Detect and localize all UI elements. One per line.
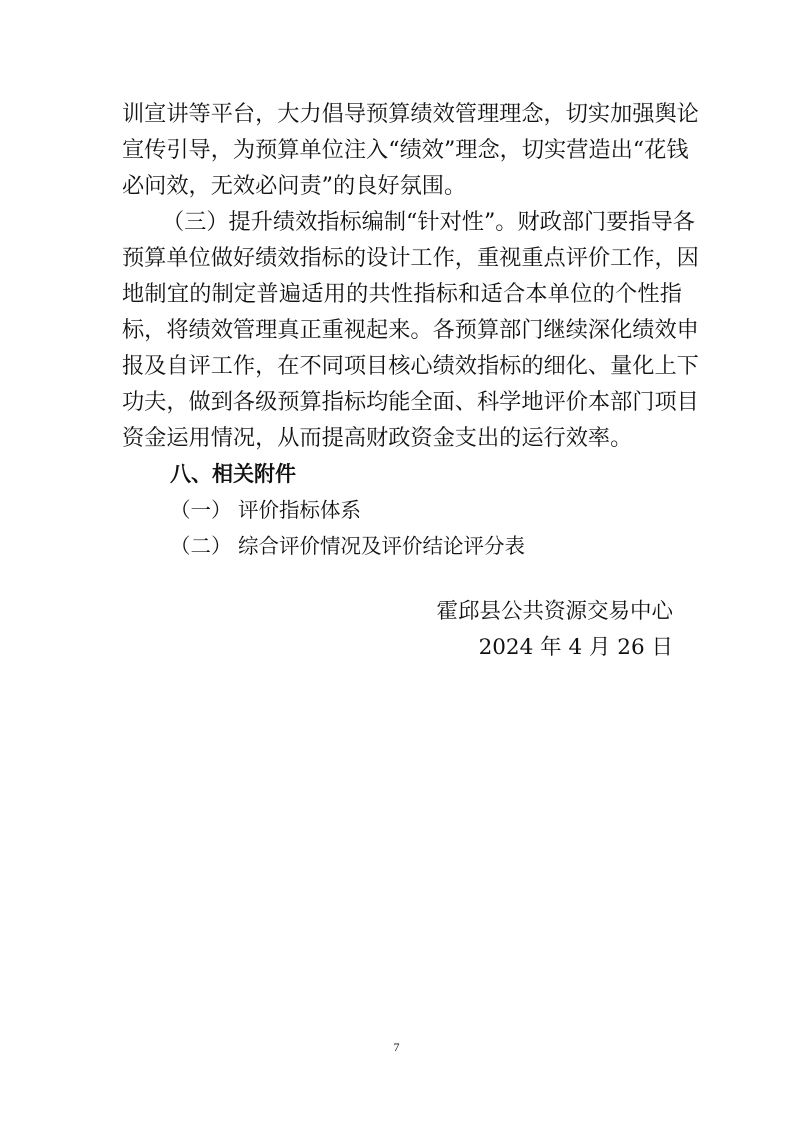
- attachment-item-1: （一） 评价指标体系: [170, 498, 362, 522]
- page-number: 7: [393, 1040, 400, 1054]
- signature-date: 2024 年 4 月 26 日: [478, 635, 673, 660]
- body-line-1: 训宣讲等平台，大力倡导预算绩效管理理念，切实加强舆论: [122, 101, 699, 127]
- body-line-3: 必问效，无效必问责”的良好氛围。: [122, 173, 467, 199]
- section-heading: 八、相关附件: [170, 462, 296, 486]
- body-line-5: 预算单位做好绩效指标的设计工作，重视重点评价工作，因: [122, 245, 699, 271]
- body-line-2: 宣传引导，为预算单位注入“绩效”理念，切实营造出“花钱: [122, 137, 689, 163]
- body-line-6: 地制宜的制定普遍适用的共性指标和适合本单位的个性指: [122, 281, 682, 307]
- attachment-item-2: （二） 综合评价情况及评价结论评分表: [170, 534, 526, 558]
- body-line-4: （三）提升绩效指标编制“针对性”。财政部门要指导各: [162, 209, 695, 235]
- body-line-8: 报及自评工作，在不同项目核心绩效指标的细化、量化上下: [122, 353, 699, 379]
- signature-organization: 霍邱县公共资源交易中心: [436, 599, 673, 624]
- body-line-9: 功夫，做到各级预算指标均能全面、科学地评价本部门项目: [122, 389, 699, 415]
- body-line-7: 标，将绩效管理真正重视起来。各预算部门继续深化绩效申: [122, 317, 699, 343]
- body-line-10: 资金运用情况，从而提高财政资金支出的运行效率。: [122, 425, 633, 451]
